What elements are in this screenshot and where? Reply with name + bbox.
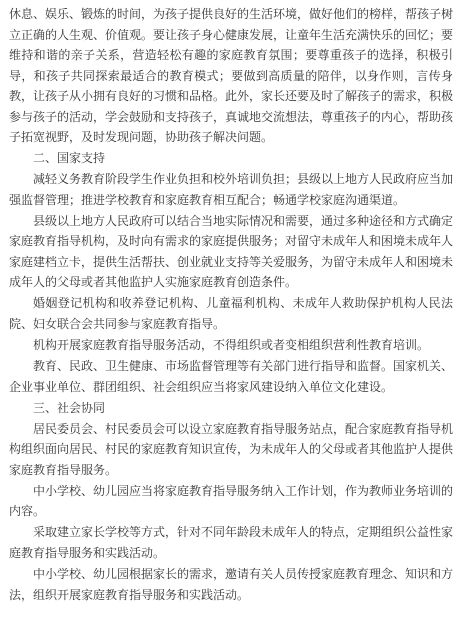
paragraph-local-government: 县级以上地方人民政府可以结合当地实际情况和需要，通过多种途径和方式确定家庭教育指导机构，及时向有需求的家庭提供服务；对留守未成年人和困境未成年人家庭建档立卡，提供生活帮扶、创业就业支持等关爱服务，为留守未成年人和困境未成年人的父母或者其他监护人实施家庭教育创造条件。: [9, 213, 454, 290]
paragraph-community-committees: 居民委员会、村民委员会可以设立家庭教育指导服务站点，配合家庭教育指导机构组织面向居民、村民的家庭教育知识宣传，为未成年人的父母或者其他监护人提供家庭教育指导服务。: [9, 421, 454, 477]
paragraph-parent-schools: 采取建立家长学校等方式，针对不同年龄段未成年人的特点，定期组织公益性家庭教育指导服务和实践活动。: [9, 525, 454, 560]
paragraph-no-profit-training: 机构开展家庭教育指导服务活动，不得组织或者变相组织营利性教育培训。: [33, 337, 430, 352]
paragraph-parenting-duties: 休息、娱乐、锻炼的时间，为孩子提供良好的生活环境，做好他们的榜样，帮孩子树立正确的人生观、价值观。要让孩子身心健康发展，让童年生活充满快乐的回忆；要维持和谐的亲子关系，营造轻松有趣的家庭教育氛围；要尊重孩子的选择，积极引导，和孩子共同探索最适合的教育模式；要做到高质量的陪伴，以身作则，言传身教，让孩子从小拥有良好的习惯和品格。此外，家长还要及时了解孩子的需求，积极参与孩子的活动，学会鼓励和支持孩子，真诚地交流想法，尊重孩子的内心，帮助孩子拓宽视野，及时发现问题，协助孩子解决问题。: [9, 7, 454, 144]
section-heading-national-support: 二、国家支持: [33, 151, 106, 166]
paragraph-supervision: 教育、民政、卫生健康、市场监督管理等有关部门进行指导和监督。国家机关、企业事业单位、群团组织、社会组织应当将家风建设纳入单位文化建设。: [9, 359, 454, 394]
paragraph-schools-invite-experts: 中小学校、幼儿园根据家长的需求，邀请有关人员传授家庭教育理念、知识和方法，组织开展家庭教育指导服务和实践活动。: [9, 567, 454, 602]
paragraph-schools-work-plan: 中小学校、幼儿园应当将家庭教育指导服务纳入工作计划，作为教师业务培训的内容。: [9, 483, 454, 519]
section-heading-social-collaboration: 三、社会协同: [33, 400, 106, 415]
paragraph-reduce-burden: 减轻义务教育阶段学生作业负担和校外培训负担；县级以上地方人民政府应当加强监督管理；推进学校教育和家庭教育相互配合；畅通学校家庭沟通渠道。: [9, 172, 454, 207]
paragraph-registration-agencies: 婚姻登记机构和收养登记机构、儿童福利机构、未成年人救助保护机构人民法院、妇女联合会共同参与家庭教育指导。: [9, 296, 453, 331]
